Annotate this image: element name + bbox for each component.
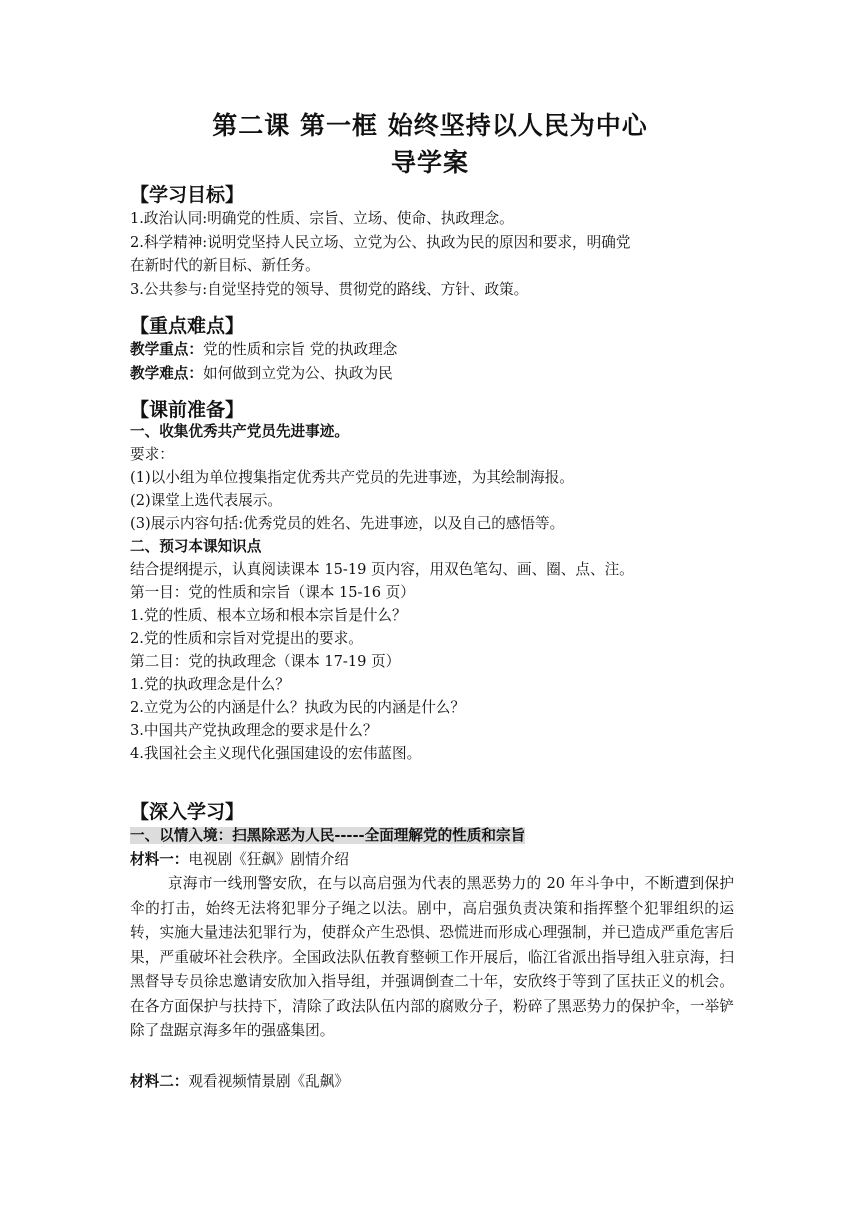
material1-title: 电视剧《狂飙》剧情介绍 — [188, 851, 349, 868]
objectives-heading: 【学习目标】 — [130, 184, 245, 206]
focus-line — [130, 340, 397, 360]
difficulty-text: 如何做到立党为公、执政为民 — [202, 365, 393, 382]
preview-line: 1.党的性质、根本立场和根本宗旨是什么？ — [130, 607, 407, 624]
material2-label: 材料二： — [130, 1073, 189, 1090]
objective-item: 2.科学精神:说明党坚持人民立场、立党为公、执政为民的原因和要求，明确党 — [130, 234, 631, 251]
keypoints-heading: 【重点难点】 — [130, 315, 245, 337]
difficulty-label: 教学难点： — [130, 365, 203, 382]
preview-line: 1.党的执政理念是什么？ — [130, 676, 290, 693]
study-heading: 【深入学习】 — [130, 801, 245, 823]
objective-item: 1.政治认同:明确党的性质、宗旨、立场、使命、执政理念。 — [130, 210, 514, 227]
preparation-part2-title: 二、预习本课知识点 — [130, 538, 262, 555]
document-subtitle: 导学案 — [390, 148, 469, 177]
difficulty-line — [130, 364, 393, 384]
preparation-part1-title: 一、收集优秀共产党员先进事迹。 — [130, 423, 349, 440]
study-part1-title — [130, 826, 525, 846]
material1-line — [130, 850, 349, 870]
material2-line — [130, 1072, 349, 1092]
focus-label: 教学重点： — [130, 341, 203, 358]
material1-text: 京海市一线刑警安欣，在与以高启强为代表的黑恶势力的 20 年斗争中，不断遭到保护伞的打击，始终无法将犯罪分子绳之以法。剧中，高启强负责决策和指挥整个犯罪组织的运转，实施大量违法犯罪行为，使群众产生恐惧、恐慌进而形成心理强制，并已造成严重危害后果，严重破坏社会秩序。全国政法队伍教育整顿工作开展后，临江省派出指导组入驻京海，扫黑督导专员徐忠邀请安欣加入指导组，并强调倒查二十年，安欣终于等到了匡扶正义的机会。在各方面保护与扶持下，清除了政法队伍内部的腐败分子，粉碎了黑恶势力的保护伞，一举铲除了盘踞京海多年的强盛集团。 — [130, 875, 734, 1039]
preview-line: 第一目：党的性质和宗旨（课本 15-16 页） — [130, 584, 415, 601]
material1-label: 材料一： — [130, 851, 189, 868]
preview-line: 结合提纲提示，认真阅读课本 15-19 页内容，用双色笔勾、画、圈、点、注。 — [130, 561, 634, 578]
focus-text: 党的性质和宗旨 党的执政理念 — [202, 341, 398, 358]
requirement-item: (3)展示内容句括:优秀党员的姓名、先进事迹，以及自己的感悟等。 — [130, 515, 565, 532]
study-part1-title-text: 一、以情入境：扫黑除恶为人民-----全面理解党的性质和宗旨 — [130, 827, 526, 844]
objective-item: 3.公共参与:自觉坚持党的领导、贯彻党的路线、方针、政策。 — [130, 281, 529, 298]
material2-title: 观看视频情景剧《乱飙》 — [188, 1073, 349, 1090]
requirements-label: 要求： — [130, 446, 174, 463]
preview-line: 第二目：党的执政理念（课本 17-19 页） — [130, 653, 401, 670]
preview-line: 2.党的性质和宗旨对党提出的要求。 — [130, 630, 363, 647]
preview-line: 4.我国社会主义现代化强国建设的宏伟蓝图。 — [130, 745, 422, 762]
document-title: 第二课 第一框 始终坚持以人民为中心 — [212, 111, 648, 140]
requirement-item: (2)课堂上选代表展示。 — [130, 492, 283, 509]
preview-line: 2.立党为公的内涵是什么？执政为民的内涵是什么？ — [130, 699, 465, 716]
requirement-item: (1)以小组为单位搜集指定优秀共产党员的先进事迹，为其绘制海报。 — [130, 469, 574, 486]
preview-line: 3.中国共产党执政理念的要求是什么？ — [130, 722, 378, 739]
preparation-heading: 【课前准备】 — [130, 399, 245, 421]
objective-item: 在新时代的新目标、新任务。 — [130, 257, 320, 274]
